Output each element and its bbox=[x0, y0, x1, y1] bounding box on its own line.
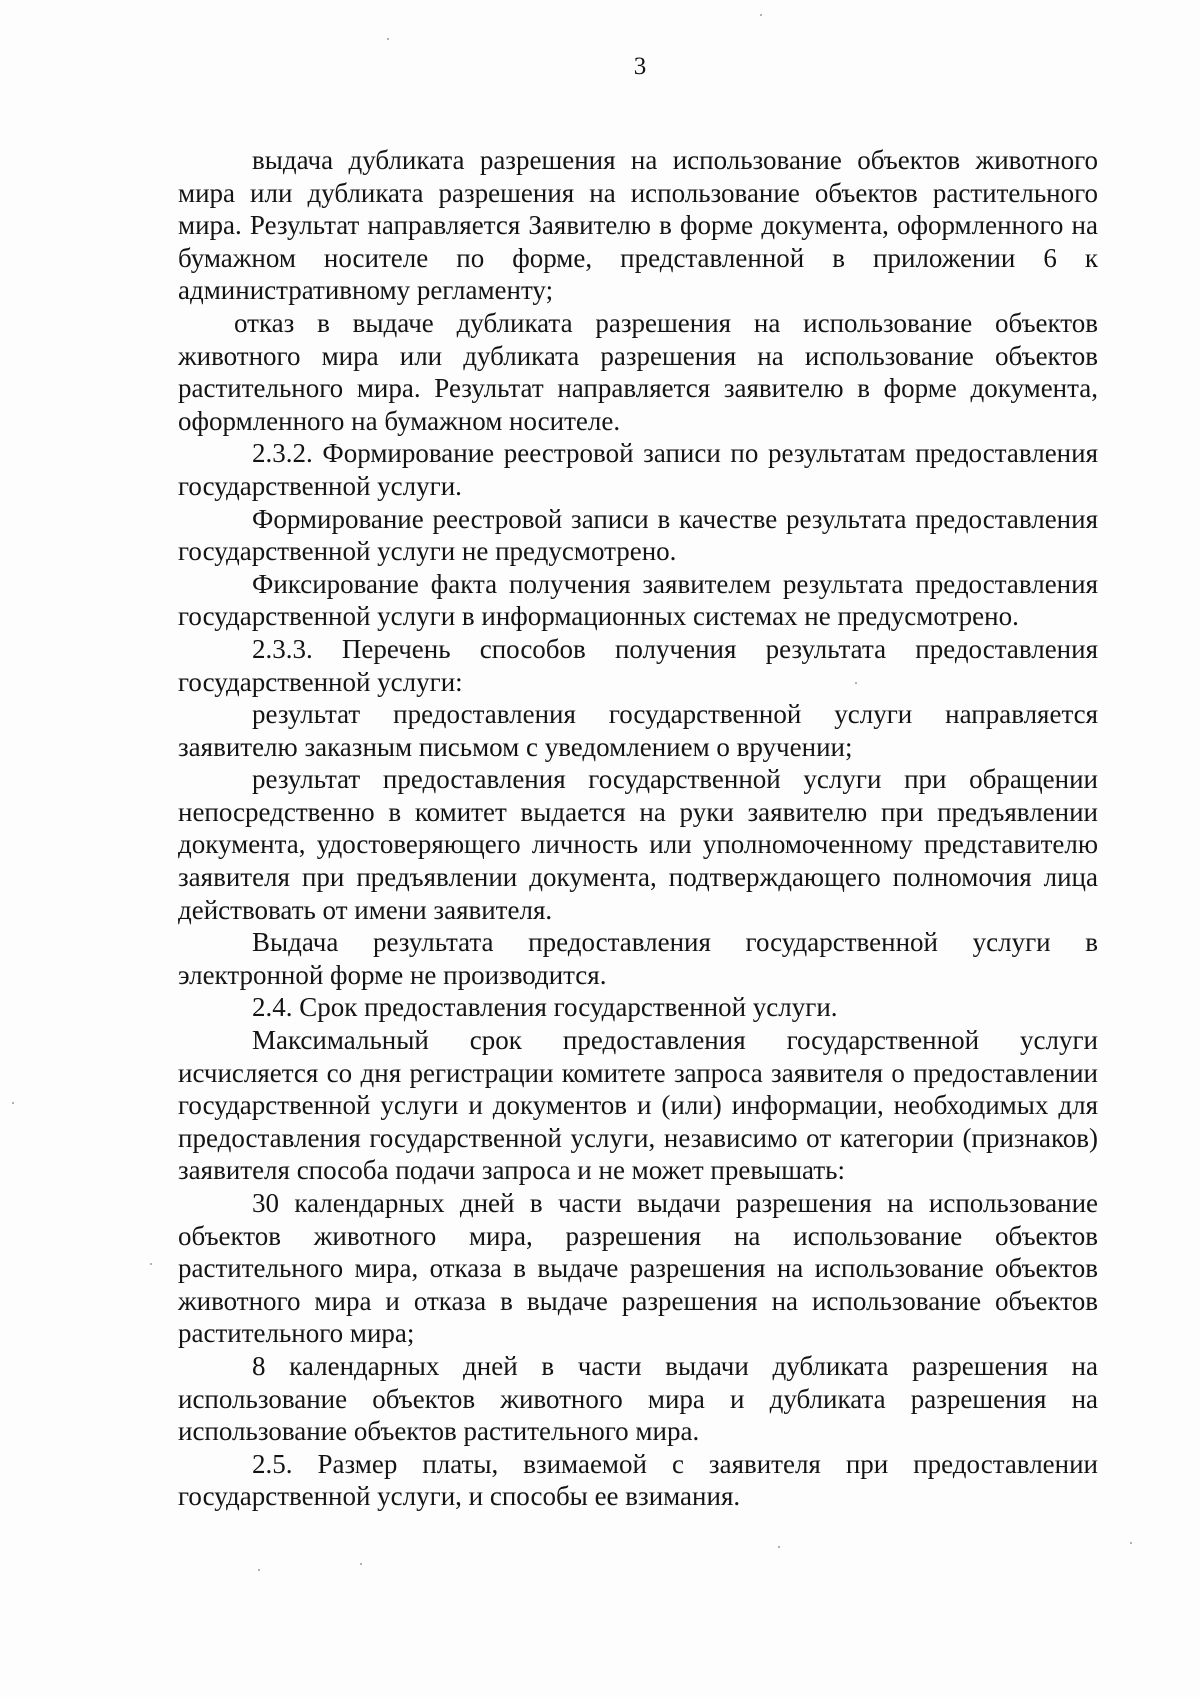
scan-speck bbox=[360, 1563, 362, 1565]
scan-speck bbox=[12, 1102, 14, 1104]
scan-speck bbox=[150, 1263, 152, 1265]
paragraph-duplicate-issue: выдача дубликата разрешения на использование объектов животного мира или дубликата разрешения на использование объектов растительного мира. Результат направляется Заявителю в форме документа, оформленного на бумажном носителе по форме, представленной в приложении 6 к административному регламенту; bbox=[178, 145, 1098, 306]
paragraph-result-in-person: результат предоставления государственной услуги при обращении непосредственно в комитет выдается на руки заявителю при предъявлении документа, удостоверяющего личность или уполномоченному представителю заявителя при предъявлении документа, подтверждающего полномочия лица действовать от имени заявителя. bbox=[178, 764, 1098, 925]
scan-speck bbox=[387, 38, 389, 40]
scan-speck bbox=[760, 14, 762, 16]
paragraph-2-5-heading: 2.5. Размер платы, взимаемой с заявителя при предоставлении государственной услуги, и способы ее взимания. bbox=[178, 1448, 1098, 1512]
paragraph-no-electronic-form: Выдача результата предоставления государственной услуги в электронной форме не производится. bbox=[178, 927, 1098, 990]
scan-speck bbox=[778, 1546, 780, 1548]
paragraph-result-by-mail: результат предоставления государственной услуги направляется заявителю заказным письмом с уведомлением о вручении; bbox=[178, 699, 1098, 762]
paragraph-max-term: Максимальный срок предоставления государственной услуги исчисляется со дня регистрации комитете запроса заявителя о предоставлении государственной услуги и документов и (или) информации, необходимых для предоставления государственной услуги, независимо от категории (признаков) заявителя способа подачи запроса и не может превышать: bbox=[178, 1025, 1098, 1186]
paragraph-2-4-heading: 2.4. Срок предоставления государственной услуги. bbox=[252, 992, 838, 1023]
paragraph-duplicate-refusal: отказ в выдаче дубликата разрешения на использование объектов животного мира или дубликата разрешения на использование объектов растительного мира. Результат направляется заявителю в форме документа, оформленного на бумажном носителе. bbox=[178, 307, 1098, 436]
document-body bbox=[178, 144, 1098, 1513]
paragraph-2-3-2-heading: 2.3.2. Формирование реестровой записи по результатам предоставления государственной услуги. bbox=[178, 438, 1098, 501]
scan-speck bbox=[258, 1569, 260, 1571]
paragraph-2-3-3-heading: 2.3.3. Перечень способов получения результата предоставления государственной услуги: bbox=[178, 633, 1098, 697]
paragraph-30-days: 30 календарных дней в части выдачи разрешения на использование объектов животного мира, разрешения на использование объектов растительного мира, отказа в выдаче разрешения на использование объектов животного мира и отказа в выдаче разрешения на использование объектов растительного мира; bbox=[178, 1188, 1098, 1349]
scan-speck bbox=[1130, 1542, 1132, 1544]
paragraph-8-days: 8 календарных дней в части выдачи дубликата разрешения на использование объектов животного мира и дубликата разрешения на использование объектов растительного мира. bbox=[178, 1350, 1098, 1447]
paragraph-receipt-fixation: Фиксирование факта получения заявителем результата предоставления государственной услуги в информационных системах не предусмотрено. bbox=[178, 568, 1098, 632]
page-number: 3 bbox=[633, 53, 647, 80]
scan-speck bbox=[855, 682, 857, 684]
paragraph-registry-record: Формирование реестровой записи в качестве результата предоставления государственной услуги не предусмотрено. bbox=[178, 503, 1098, 567]
